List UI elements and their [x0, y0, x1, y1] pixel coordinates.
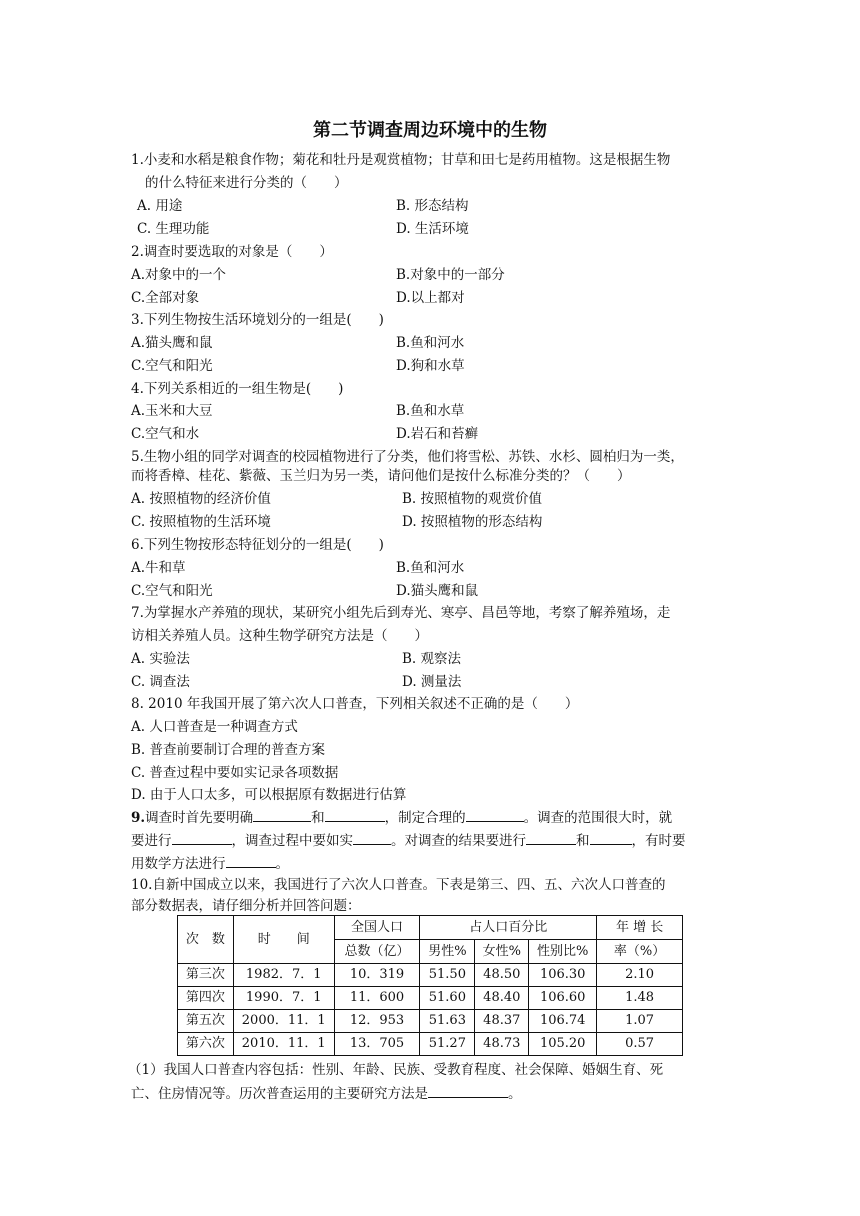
q7-option-a: A. 实验法: [131, 651, 190, 667]
cell-census-number: 第四次: [178, 987, 234, 1010]
cell-male-percent: 51.63: [420, 1010, 475, 1033]
q9-line2: [131, 830, 686, 851]
q8-stem: 8. 2010 年我国开展了第六次人口普查，下列相关叙述不正确的是（ ）: [131, 696, 579, 712]
cell-date: 1982．7．1: [233, 964, 334, 987]
q1-stem-line2: 的什么特征来进行分类的（ ）: [145, 175, 348, 191]
cell-growth-rate: 1.07: [597, 1010, 683, 1033]
q1-option-a: A. 用途: [137, 198, 183, 214]
q5-option-a: A. 按照植物的经济价值: [131, 491, 271, 507]
q9-text-1: 调查时首先要明确: [145, 810, 254, 826]
q5-stem-line1: 5.生物小组的同学对调查的校园植物进行了分类，他们将雪松、苏铁、水杉、圆柏归为一类，: [131, 449, 684, 465]
cell-male-percent: 51.60: [420, 987, 475, 1010]
cell-census-number: 第三次: [178, 964, 234, 987]
q7-option-c: C. 调查法: [131, 674, 190, 690]
cell-growth-rate: 2.10: [597, 964, 683, 987]
q3-option-a: A.猫头鹰和鼠: [131, 335, 213, 351]
q9-text-5: 要进行: [131, 833, 172, 849]
q7-stem-line2: 访相关养殖人员。这种生物学研究方法是（ ）: [131, 628, 428, 644]
q5-option-c: C. 按照植物的生活环境: [131, 514, 271, 530]
q1-stem-line1: 1.小麦和水稻是粮食作物；菊花和牡丹是观赏植物；甘草和田七是药用植物。这是根据生物: [131, 152, 671, 168]
header-date: 时 间: [233, 916, 334, 964]
page-title: 第二节调查周边环境中的生物: [313, 120, 547, 141]
q2-option-b: B.对象中的一部分: [396, 267, 505, 283]
cell-date: 2010．11．1: [233, 1033, 334, 1056]
table-row: [178, 1010, 683, 1033]
q8-option-a: A. 人口普查是一种调查方式: [131, 719, 298, 735]
q1-option-b: B. 形态结构: [396, 198, 469, 214]
q9-text-2: 和: [311, 810, 325, 826]
q10-sub1-blank[interactable]: [428, 1083, 508, 1098]
q2-stem: 2.调查时要选取的对象是（ ）: [131, 244, 333, 260]
header-female-percent: 女性%: [475, 940, 529, 964]
q8-option-c: C. 普查过程中要如实记录各项数据: [131, 765, 339, 781]
cell-census-number: 第六次: [178, 1033, 234, 1056]
q5-stem-line2: 而将香樟、桂花、紫薇、玉兰归为另一类，请问他们是按什么标准分类的？（ ）: [131, 468, 631, 484]
table-row: [178, 964, 683, 987]
q10-sub1-text: 亡、住房情况等。历次普查运用的主要研究方法是: [131, 1086, 428, 1102]
cell-female-percent: 48.50: [475, 964, 529, 987]
cell-total-population: 11．600: [334, 987, 420, 1010]
q6-option-c: C.空气和阳光: [131, 583, 213, 599]
q1-option-d: D. 生活环境: [396, 221, 469, 237]
cell-date: 2000．11．1: [233, 1010, 334, 1033]
q9-text-7: 。对调查的结果要进行: [391, 833, 526, 849]
q7-option-d: D. 测量法: [402, 674, 462, 690]
q4-option-b: B.鱼和水草: [396, 403, 465, 419]
q6-option-d: D.猫头鹰和鼠: [396, 583, 479, 599]
cell-sex-ratio: 106.30: [529, 964, 597, 987]
table-row: [178, 1033, 683, 1056]
q9-text-6: ，调查过程中要如实: [231, 833, 353, 849]
population-census-table: [177, 915, 683, 1056]
cell-growth-rate: 0.57: [597, 1033, 683, 1056]
q10-stem-line1: 10.自新中国成立以来，我国进行了六次人口普查。下表是第三、四、五、六次人口普查的: [131, 877, 666, 893]
header-growth-rate-line1: 年 增 长: [597, 916, 683, 940]
q9-text-11: 。: [275, 856, 289, 872]
cell-sex-ratio: 106.60: [529, 987, 597, 1010]
q6-option-a: A.牛和草: [131, 560, 186, 576]
cell-female-percent: 48.37: [475, 1010, 529, 1033]
header-male-percent: 男性%: [420, 940, 475, 964]
q10-sub1-end: 。: [508, 1086, 522, 1102]
q3-stem: 3.下列生物按生活环境划分的一组是( ): [131, 312, 384, 328]
cell-census-number: 第五次: [178, 1010, 234, 1033]
q9-blank-3[interactable]: [466, 807, 524, 822]
q9-blank-5[interactable]: [353, 830, 391, 845]
q5-option-b: B. 按照植物的观赏价值: [402, 491, 543, 507]
q9-text-10: 用数学方法进行: [131, 856, 226, 872]
header-sex-ratio: 性别比%: [529, 940, 597, 964]
q2-option-a: A.对象中的一个: [131, 267, 227, 283]
cell-sex-ratio: 105.20: [529, 1033, 597, 1056]
q3-option-b: B.鱼和河水: [396, 335, 465, 351]
q9-text-8: 和: [576, 833, 590, 849]
q10-stem-line2: 部分数据表，请仔细分析并回答问题：: [131, 898, 361, 914]
q6-option-b: B.鱼和河水: [396, 560, 465, 576]
q10-sub1-line2: [131, 1083, 522, 1104]
q4-stem: 4.下列关系相近的一组生物是( ): [131, 381, 344, 397]
q10-sub1-line1: （1）我国人口普查内容包括：性别、年龄、民族、受教育程度、社会保障、婚姻生育、死: [128, 1062, 664, 1078]
q9-blank-4[interactable]: [172, 830, 232, 845]
q1-option-c: C. 生理功能: [137, 221, 210, 237]
cell-female-percent: 48.73: [475, 1033, 529, 1056]
cell-male-percent: 51.50: [420, 964, 475, 987]
cell-sex-ratio: 106.74: [529, 1010, 597, 1033]
q9-blank-1[interactable]: [253, 807, 311, 822]
q4-option-c: C.空气和水: [131, 426, 200, 442]
q2-option-d: D.以上都对: [396, 290, 465, 306]
cell-date: 1990．7．1: [233, 987, 334, 1010]
q2-option-c: C.全部对象: [131, 290, 200, 306]
q9-blank-7[interactable]: [590, 830, 632, 845]
header-growth-rate-line2: 率（%）: [597, 940, 683, 964]
cell-growth-rate: 1.48: [597, 987, 683, 1010]
header-population-percent: 占人口百分比: [420, 916, 597, 940]
header-census-number: 次 数: [178, 916, 234, 964]
q8-option-d: D. 由于人口太多，可以根据原有数据进行估算: [131, 787, 407, 803]
q7-option-b: B. 观察法: [402, 651, 462, 667]
q6-stem: 6.下列生物按形态特征划分的一组是( ): [131, 537, 384, 553]
header-total-population-line1: 全国人口: [334, 916, 420, 940]
q9-text-4: 。调查的范围很大时，就: [523, 810, 673, 826]
q9-blank-6[interactable]: [526, 830, 576, 845]
q8-option-b: B. 普查前要制订合理的普查方案: [131, 742, 326, 758]
header-total-population-line2: 总数（亿）: [334, 940, 420, 964]
cell-female-percent: 48.40: [475, 987, 529, 1010]
q3-option-c: C.空气和阳光: [131, 358, 213, 374]
q9-line3: [131, 853, 289, 874]
cell-male-percent: 51.27: [420, 1033, 475, 1056]
q4-option-a: A.玉米和大豆: [131, 403, 213, 419]
q3-option-d: D.狗和水草: [396, 358, 465, 374]
q4-option-d: D.岩石和苔癣: [396, 426, 479, 442]
cell-total-population: 10．319: [334, 964, 420, 987]
cell-total-population: 12．953: [334, 1010, 420, 1033]
q7-stem-line1: 7.为掌握水产养殖的现状，某研究小组先后到寿光、寒亭、昌邑等地，考察了解养殖场，走: [131, 605, 671, 621]
cell-total-population: 13．705: [334, 1033, 420, 1056]
q9-text-3: ，制定合理的: [384, 810, 466, 826]
q9-number: 9.: [131, 810, 146, 826]
q9-text-9: ，有时要: [631, 833, 686, 849]
q9-blank-2[interactable]: [325, 807, 385, 822]
q9-line1: [131, 807, 672, 828]
table-row: [178, 987, 683, 1010]
q9-blank-8[interactable]: [226, 853, 276, 868]
q5-option-d: D. 按照植物的形态结构: [402, 514, 543, 530]
